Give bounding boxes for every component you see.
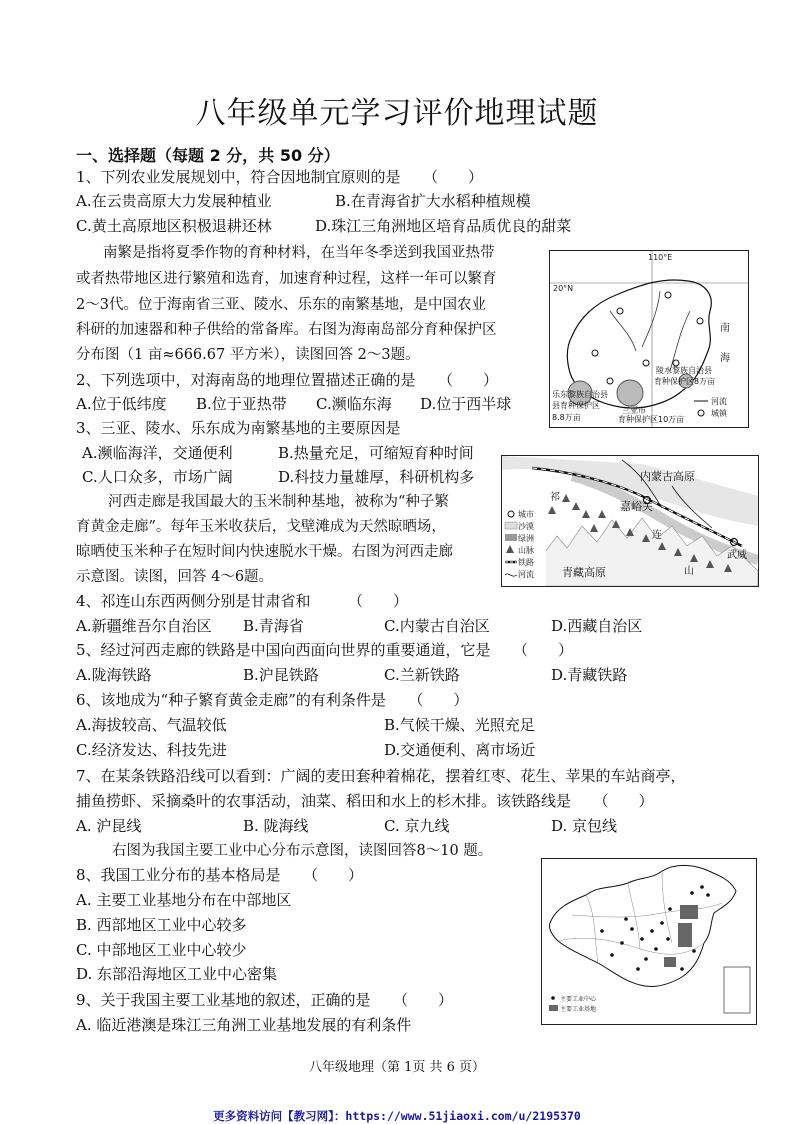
city-label-jiayuguan: 嘉峪关 xyxy=(620,500,653,513)
q2-option-a: A.位于低纬度 xyxy=(76,395,167,413)
passage2-line: 示意图。读图，回答 4～6题。 xyxy=(76,569,274,585)
passage2-line: 晾晒使玉米种子在短时间内快速脱水干燥。右图为河西走廊 xyxy=(76,544,453,560)
hexi-corridor-map xyxy=(501,455,759,587)
reserve-label-lingshui-area: 育种保护区8万亩 xyxy=(654,377,716,386)
sea-label-1: 南 xyxy=(720,323,730,334)
q3-stem: 3、三亚、陵水、乐东成为南繁基地的主要原因是 xyxy=(76,419,401,437)
q2-option-c: C.濒临东海 xyxy=(316,395,392,413)
legend-city: 城市 xyxy=(518,510,534,519)
q8-option-a: A. 主要工业基地分布在中部地区 xyxy=(76,891,292,909)
q6-option-b: B.气候干燥、光照充足 xyxy=(384,716,535,734)
q5-option-d: D.青藏铁路 xyxy=(551,666,628,684)
passage2-line: 育黄金走廊”。每年玉米收获后，戈壁滩成为天然晾晒场， xyxy=(76,519,446,535)
q3-option-a: A.濒临海洋，交通便利 xyxy=(82,444,233,462)
sea-label-2: 海 xyxy=(720,353,730,364)
legend-railway: 铁路 xyxy=(518,558,534,567)
reserve-label-ledong-area: 8.8万亩 xyxy=(552,413,581,422)
q4-option-a: A.新疆维吾尔自治区 xyxy=(76,617,212,635)
q6-option-d: D.交通便利、离市场近 xyxy=(384,741,536,759)
q7-option-a: A. 沪昆线 xyxy=(76,817,142,835)
passage1-line: 或者热带地区进行繁殖和选育，加速育种过程，这样一年可以繁育 xyxy=(76,271,497,287)
q7-stem-cont: 捕鱼捞虾、采摘桑叶的农事活动，油菜、稻田和水上的杉木排。该铁路线是 （ ） xyxy=(76,792,654,810)
q2-option-b: B.位于亚热带 xyxy=(196,395,287,413)
mountain-label-qi: 祁 xyxy=(550,492,560,503)
passage1-line: 2～3代。位于海南省三亚、陵水、乐东的南繁基地，是中国农业 xyxy=(76,297,486,313)
section-heading: 一、选择题（每题 2 分，共 50 分） xyxy=(76,146,340,165)
q7-stem: 7、在某条铁路沿线可以看到：广阔的麦田套种着棉花，摆着红枣、花生、苹果的车站商亭， xyxy=(76,767,686,785)
reserve-label-lingshui: 陵水黎族自治县 xyxy=(656,366,712,375)
mountain-label-lian: 连 xyxy=(652,530,662,541)
legend-industrial-center: 主要工业中心 xyxy=(560,996,597,1003)
q8-stem: 8、我国工业分布的基本格局是 （ ） xyxy=(76,866,364,884)
resource-link[interactable]: 更多资料访问【教习网】：https://www.51jiaoxi.com/u/2195370 xyxy=(213,1109,581,1123)
legend-river: 河流 xyxy=(518,570,534,579)
legend-city: 城镇 xyxy=(711,409,727,418)
page-title: 八年级单元学习评价地理试题 xyxy=(195,96,599,131)
china-industry-map xyxy=(541,858,757,1025)
q4-option-d: D.西藏自治区 xyxy=(551,617,643,635)
q1-option-a: A.在云贵高原大力发展种植业 xyxy=(76,192,272,210)
legend-river: 河流 xyxy=(711,397,727,406)
q1-stem: 1、下列农业发展规划中，符合因地制宜原则的是 （ ） xyxy=(76,168,484,186)
q6-option-a: A.海拔较高、气温较低 xyxy=(76,716,227,734)
longitude-label: 110°E xyxy=(648,253,673,262)
q5-option-c: C.兰新铁路 xyxy=(384,666,460,684)
region-label-qinghai-tibet: 青藏高原 xyxy=(562,566,606,579)
q8-option-c: C. 中部地区工业中心较少 xyxy=(76,941,247,959)
passage1-line: 科研的加速器和种子供给的常备库。右图为海南岛部分育种保护区 xyxy=(76,322,497,338)
legend-mountain: 山脉 xyxy=(518,546,534,555)
q9-option-a: A. 临近港澳是珠江三角洲工业基地发展的有利条件 xyxy=(76,1016,412,1034)
legend-industrial-base: 主要工业基地 xyxy=(560,1006,597,1013)
q6-option-c: C.经济发达、科技先进 xyxy=(76,741,227,759)
hainan-map xyxy=(549,250,749,428)
q3-option-c: C.人口众多，市场广阔 xyxy=(82,468,233,486)
q2-option-d: D.位于西半球 xyxy=(420,395,512,413)
q4-option-b: B.青海省 xyxy=(243,617,304,635)
q1-option-c: C.黄土高原地区积极退耕还林 xyxy=(76,217,272,235)
passage2-line: 河西走廊是我国最大的玉米制种基地，被称为“种子繁 xyxy=(108,494,449,510)
latitude-label: 20°N xyxy=(553,284,574,293)
page-footer: 八年级地理（第 1页 共 6 页） xyxy=(308,1060,486,1075)
q6-stem: 6、该地成为“种子繁育黄金走廊”的有利条件是 （ ） xyxy=(76,691,469,709)
passage1-line: 南繁是指将夏季作物的育种材料，在当年冬季送到我国亚热带 xyxy=(103,245,495,261)
reserve-label-sanya-area: 育种保护区10万亩 xyxy=(618,415,685,424)
q7-option-c: C. 京九线 xyxy=(384,817,450,835)
q4-option-c: C.内蒙古自治区 xyxy=(384,617,490,635)
q8-option-b: B. 西部地区工业中心较多 xyxy=(76,916,247,934)
q5-stem: 5、经过河西走廊的铁路是中国向西面向世界的重要通道，它是 （ ） xyxy=(76,641,574,659)
legend-oasis: 绿洲 xyxy=(518,534,534,543)
passage1-line: 分布图（1 亩≈666.67 平方米），读图回答 2～3题。 xyxy=(76,347,420,363)
q7-option-b: B. 陇海线 xyxy=(243,817,309,835)
q3-option-b: B.热量充足，可缩短育种时间 xyxy=(278,444,474,462)
q7-option-d: D. 京包线 xyxy=(551,817,618,835)
mountain-label-shan: 山 xyxy=(684,566,694,577)
q5-option-b: B.沪昆铁路 xyxy=(243,666,319,684)
passage3: 右图为我国主要工业中心分布示意图，读图回答8～10 题。 xyxy=(112,843,493,859)
q3-option-d: D.科技力量雄厚，科研机构多 xyxy=(278,468,475,486)
reserve-label-ledong-type: 县育种保护区 xyxy=(552,401,600,410)
q1-option-b: B.在青海省扩大水稻种植规模 xyxy=(335,192,531,210)
city-label-wuwei: 武威 xyxy=(727,550,747,561)
q8-option-d: D. 东部沿海地区工业中心密集 xyxy=(76,965,278,983)
legend-desert: 沙漠 xyxy=(518,522,534,531)
q5-option-a: A.陇海铁路 xyxy=(76,666,152,684)
region-label-inner-mongolia: 内蒙古高原 xyxy=(640,470,695,483)
q1-option-d: D.珠江三角洲地区培育品质优良的甜菜 xyxy=(315,217,572,235)
reserve-label-sanya: 三亚市 xyxy=(622,406,646,415)
q4-stem: 4、祁连山东西两侧分别是甘肃省和 （ ） xyxy=(76,592,409,610)
q9-stem: 9、关于我国主要工业基地的叙述，正确的是 （ ） xyxy=(76,991,454,1009)
reserve-label-ledong: 乐东黎族自治县 xyxy=(552,390,608,399)
q2-stem: 2、下列选项中，对海南岛的地理位置描述正确的是 （ ） xyxy=(76,371,499,389)
